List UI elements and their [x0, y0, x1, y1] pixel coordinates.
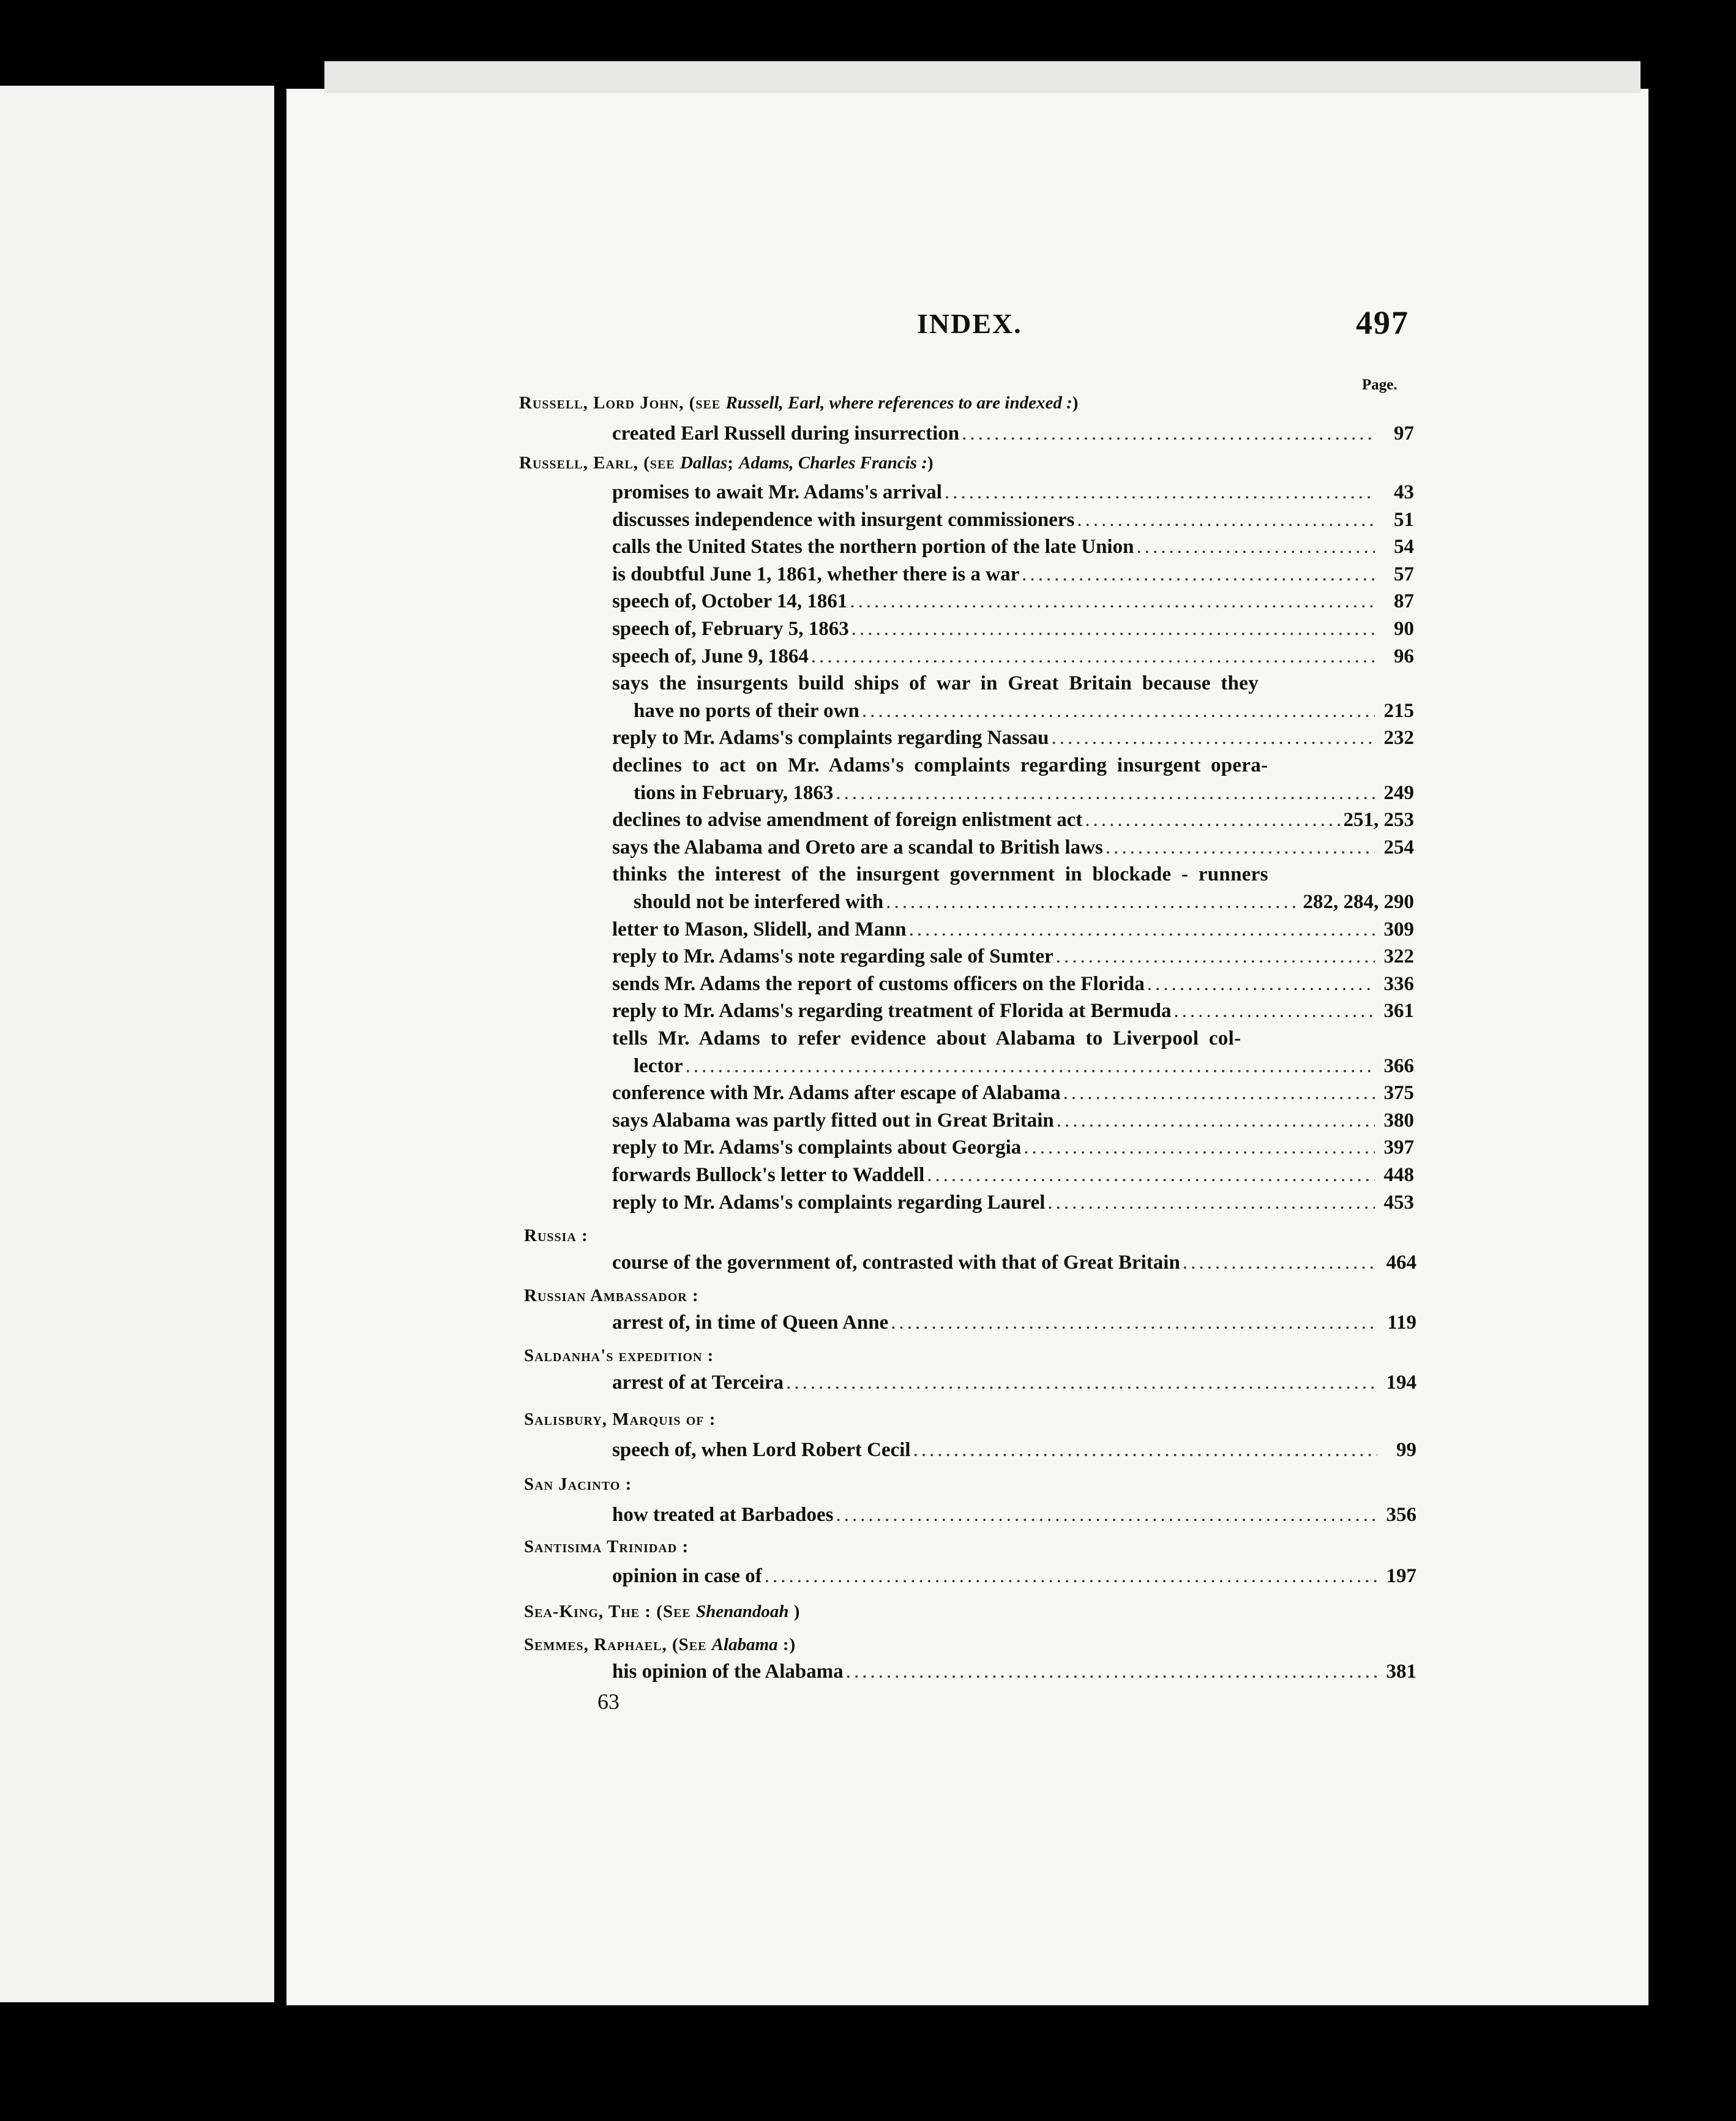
page-number: 497 — [1356, 304, 1409, 341]
subentry-text: says the insurgents build ships of war in Great Britain because they — [612, 672, 1259, 695]
page-column-label: Page. — [1362, 377, 1397, 393]
entry-see-also-suffix: ) — [927, 453, 934, 473]
subentry-text: thinks the interest of the insurgent government in blockade - runners — [612, 863, 1268, 886]
index-subentry — [612, 561, 1414, 588]
index-subentry — [612, 643, 1414, 670]
entry-see-also-ref: Alabama — [711, 1635, 778, 1654]
dot-leader — [1047, 1189, 1375, 1216]
entry-see-also-ref: Dallas — [679, 453, 728, 473]
entry-see-also-prefix: (See — [651, 1602, 697, 1621]
entry-see-also-prefix: (see — [638, 453, 680, 473]
subentry-page: 366 — [1383, 1054, 1414, 1077]
dot-leader — [851, 615, 1375, 642]
subentry-text: conference with Mr. Adams after escape of Alabama — [612, 1082, 1061, 1105]
dot-leader — [945, 479, 1375, 506]
index-subentry — [612, 615, 1414, 642]
subentry-text: how treated at Barbadoes — [612, 1504, 834, 1526]
left-facing-page — [0, 86, 274, 2002]
index-subentry — [612, 943, 1414, 970]
entry-heading-label: Sea-King, The : — [524, 1602, 652, 1621]
subentry-text: lector — [634, 1054, 683, 1077]
subentry-text: letter to Mason, Slidell, and Mann — [612, 918, 907, 940]
subentry-text: sends Mr. Adams the report of customs officers on the Florida — [612, 972, 1145, 995]
entry-heading-san-jacinto: San Jacinto : — [524, 1474, 632, 1494]
subentry-page: 249 — [1383, 781, 1414, 804]
subentry-text: declines to act on Mr. Adams's complaints regarding insurgent opera- — [612, 754, 1268, 776]
entry-see-also-prefix: (See — [667, 1635, 712, 1654]
index-subentry — [612, 506, 1414, 533]
dot-leader — [846, 1658, 1377, 1685]
subentry-text: tells Mr. Adams to refer evidence about Alabama to Liverpool col- — [612, 1027, 1241, 1049]
dot-leader — [811, 643, 1375, 670]
index-subentry — [612, 806, 1414, 833]
entry-heading-santisima-trinidad: Santisima Trinidad : — [524, 1537, 689, 1556]
subentry-text: arrest of, in time of Queen Anne — [612, 1312, 889, 1334]
index-subentry — [612, 1658, 1416, 1685]
subentry-page: 375 — [1383, 1082, 1414, 1105]
index-subentry — [612, 588, 1414, 615]
subentry-text: says Alabama was partly fitted out in Great Britain — [612, 1109, 1054, 1132]
subentry-page: 51 — [1394, 508, 1414, 531]
index-subentry — [612, 970, 1414, 997]
dot-leader — [886, 888, 1300, 915]
entry-see-also-ref: Adams, Charles Francis : — [739, 453, 928, 473]
subentry-page: 356 — [1386, 1504, 1416, 1526]
subentry-page: 251, 253 — [1343, 809, 1414, 832]
subentry-page: 54 — [1394, 536, 1414, 558]
subentry-text: created Earl Russell during insurrection — [612, 422, 960, 445]
index-subentry — [612, 1249, 1416, 1276]
dot-leader — [765, 1563, 1377, 1590]
subentry-page: 453 — [1383, 1191, 1414, 1214]
subentry-text: speech of, June 9, 1864 — [612, 645, 809, 667]
subentry-page: 119 — [1387, 1312, 1416, 1334]
subentry-page: 309 — [1383, 918, 1414, 940]
subentry-text: reply to Mr. Adams's complaints regarding Laurel — [612, 1191, 1046, 1214]
dot-leader — [909, 916, 1375, 943]
entry-heading-saldanha-expedition: Saldanha's expedition : — [524, 1346, 714, 1365]
subentry-text: reply to Mr. Adams's note regarding sale of Sumter — [612, 945, 1053, 968]
subentry-text: reply to Mr. Adams's complaints about Georgia — [612, 1136, 1022, 1159]
dot-leader — [1085, 806, 1341, 833]
entry-see-also-suffix: :) — [777, 1635, 796, 1654]
subentry-page: 282, 284, 290 — [1303, 891, 1414, 913]
dot-leader — [927, 1162, 1375, 1188]
subentry-page: 254 — [1383, 836, 1414, 858]
subentry-text: reply to Mr. Adams's complaints regarding Nassau — [612, 727, 1049, 749]
index-subentry — [612, 1436, 1416, 1463]
entry-heading-label: Russell, Earl, — [519, 453, 638, 473]
entry-heading-label: Russell, Lord John, — [519, 393, 684, 413]
subentry-text: should not be interfered with — [634, 891, 884, 913]
subentry-text: promises to await Mr. Adams's arrival — [612, 481, 942, 503]
subentry-page: 96 — [1394, 645, 1414, 667]
index-subentry — [612, 1107, 1414, 1134]
subentry-page: 361 — [1383, 1000, 1414, 1023]
entry-heading-sea-king — [524, 1598, 800, 1625]
subentry-page: 380 — [1383, 1109, 1414, 1132]
index-subentry — [612, 1563, 1416, 1590]
subentry-page: 215 — [1383, 699, 1414, 722]
dot-leader — [1063, 1079, 1375, 1106]
subentry-text: arrest of at Terceira — [612, 1372, 784, 1394]
dot-leader — [913, 1436, 1377, 1463]
dot-leader — [1183, 1249, 1377, 1276]
entry-see-also-prefix: (see — [684, 393, 726, 413]
index-subentry — [612, 479, 1414, 506]
entry-heading-label: Semmes, Raphael, — [524, 1635, 667, 1654]
subentry-page: 57 — [1394, 563, 1414, 585]
dot-leader — [1056, 943, 1375, 970]
index-subentry — [612, 1501, 1416, 1528]
entry-heading-salisbury: Salisbury, Marquis of : — [524, 1410, 716, 1429]
dot-leader — [1106, 834, 1375, 861]
index-subentry — [612, 1025, 1414, 1052]
index-subentry — [634, 888, 1414, 915]
index-subentry — [612, 1079, 1414, 1106]
entry-heading-russian-ambassador: Russian Ambassador : — [524, 1286, 699, 1305]
index-subentry — [612, 997, 1414, 1024]
subentry-page: 97 — [1394, 422, 1414, 445]
dot-leader — [1022, 561, 1375, 588]
subentry-page: 464 — [1386, 1252, 1416, 1274]
subentry-text: declines to advise amendment of foreign enlistment act — [612, 809, 1083, 832]
dot-leader — [891, 1309, 1377, 1336]
entry-heading-russia: Russia : — [524, 1226, 588, 1245]
index-subentry — [612, 834, 1414, 861]
subentry-text: opinion in case of — [612, 1565, 762, 1587]
subentry-page: 194 — [1386, 1372, 1416, 1394]
entry-see-also-separator: ; — [727, 453, 739, 473]
entry-heading-semmes — [524, 1631, 796, 1658]
subentry-page: 99 — [1396, 1439, 1416, 1461]
subentry-text: forwards Bullock's letter to Waddell — [612, 1164, 925, 1186]
subentry-page: 381 — [1386, 1661, 1416, 1683]
entry-see-also-suffix: ) — [1072, 393, 1079, 413]
subentry-page: 90 — [1394, 618, 1414, 640]
index-subentry — [612, 1189, 1414, 1216]
subentry-page: 43 — [1394, 481, 1414, 503]
dot-leader — [1057, 1107, 1375, 1134]
subentry-text: is doubtful June 1, 1861, whether there is a war — [612, 563, 1020, 585]
index-subentry — [612, 1134, 1414, 1161]
index-subentry — [612, 1309, 1416, 1336]
subentry-text: calls the United States the northern portion of the late Union — [612, 536, 1134, 558]
subentry-text: speech of, when Lord Robert Cecil — [612, 1439, 911, 1461]
index-subentry — [612, 916, 1414, 943]
dot-leader — [786, 1369, 1377, 1396]
index-subentry — [634, 697, 1414, 724]
index-subentry — [612, 752, 1414, 779]
subentry-text: speech of, February 5, 1863 — [612, 618, 849, 640]
entry-see-also-ref: Russell, Earl, where references to are indexed : — [725, 393, 1072, 413]
index-subentry — [612, 1162, 1414, 1188]
subentry-text: his opinion of the Alabama — [612, 1661, 844, 1683]
dot-leader — [1077, 506, 1375, 533]
subentry-page: 336 — [1383, 972, 1414, 995]
entry-heading-russell-earl — [519, 449, 934, 476]
subentry-text: reply to Mr. Adams's regarding treatment of Florida at Bermuda — [612, 1000, 1172, 1023]
subentry-page: 197 — [1386, 1565, 1416, 1587]
index-subentry — [634, 779, 1414, 806]
dot-leader — [850, 588, 1375, 615]
dot-leader — [686, 1053, 1375, 1079]
entry-see-also-ref: Shenandoah — [696, 1602, 789, 1621]
dot-leader — [1174, 997, 1375, 1024]
entry-see-also-suffix: ) — [788, 1602, 801, 1621]
subentry-text: discusses independence with insurgent commissioners — [612, 508, 1075, 531]
subentry-text: tions in February, 1863 — [634, 781, 834, 804]
dot-leader — [1136, 533, 1375, 560]
dot-leader — [836, 1501, 1377, 1528]
index-subentry — [612, 861, 1414, 888]
index-subentry — [612, 724, 1414, 751]
page-top-edge — [324, 61, 1641, 93]
subentry-text: speech of, October 14, 1861 — [612, 590, 848, 613]
subentry-page: 232 — [1383, 727, 1414, 749]
index-subentry — [612, 533, 1414, 560]
subentry-page: 322 — [1383, 945, 1414, 968]
dot-leader — [836, 779, 1375, 806]
subentry-text: course of the government of, contrasted with that of Great Britain — [612, 1252, 1180, 1274]
page-title: INDEX. — [917, 308, 1022, 339]
index-subentry — [612, 420, 1414, 447]
dot-leader — [1023, 1134, 1375, 1161]
dot-leader — [1147, 970, 1375, 997]
signature-mark: 63 — [597, 1689, 619, 1714]
subentry-page: 448 — [1383, 1164, 1414, 1186]
dot-leader — [1052, 724, 1375, 751]
subentry-page: 397 — [1383, 1136, 1414, 1159]
entry-heading-russell-lord-john — [519, 389, 1079, 416]
dot-leader — [962, 420, 1375, 447]
index-subentry — [612, 670, 1414, 697]
index-subentry — [612, 1369, 1416, 1396]
subentry-text: says the Alabama and Oreto are a scandal to British laws — [612, 836, 1103, 858]
subentry-page: 87 — [1394, 590, 1414, 613]
subentry-text: have no ports of their own — [634, 699, 859, 722]
dot-leader — [862, 697, 1375, 724]
index-subentry — [634, 1053, 1414, 1079]
